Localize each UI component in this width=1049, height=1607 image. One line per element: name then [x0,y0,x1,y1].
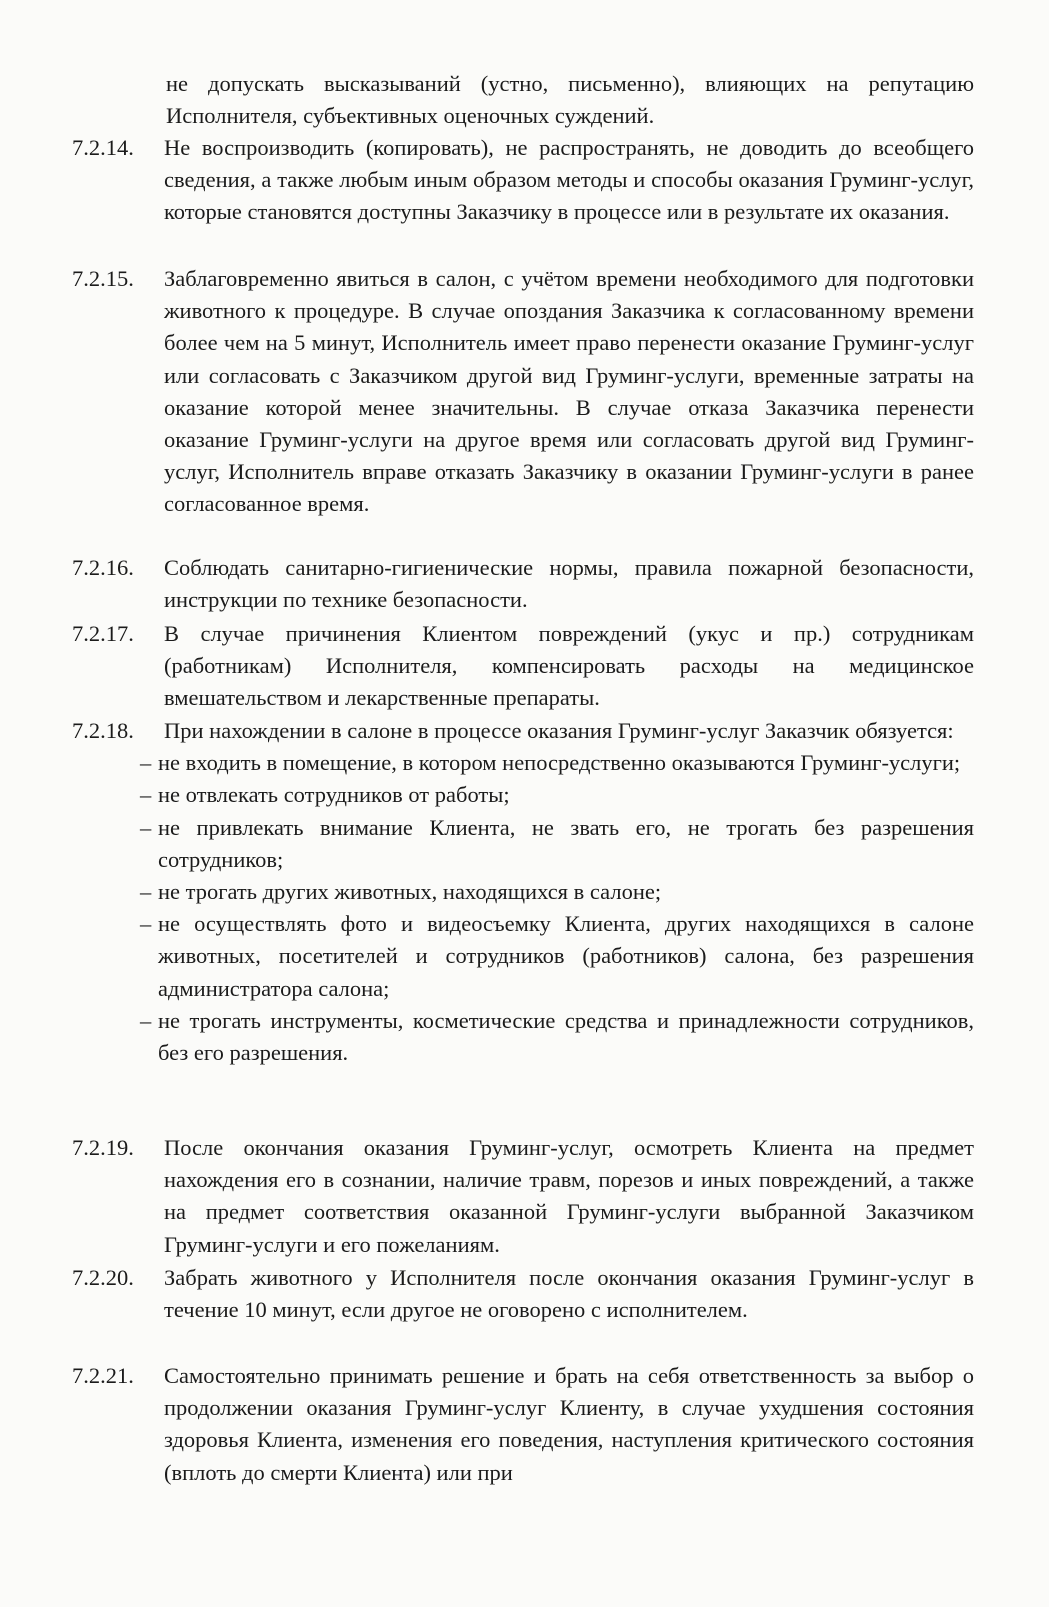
dash-bullet: – [140,750,152,776]
list-item [72,908,974,1005]
clause-7-2-20 [72,1262,974,1326]
clause-7-2-21 [72,1360,974,1489]
list-item [72,747,974,779]
list-item [72,1005,974,1069]
list-item [72,876,974,908]
list-item [72,812,974,876]
clause-text: Заблаговременно явиться в салон, с учётом времени необходимого для подготовки животного к процедуре. В случае опоздания Заказчика к согласованному времени более чем на 5 минут, Исполнитель имеет право перенести оказание Груминг-услуг или согласовать с Заказчиком другой вид Груминг-услуги, временные затраты на оказание которой менее значительны. В случае отказа Заказчика перенести оказание Груминг-услуги на другое время или согласовать другой вид Груминг-услуг, Исполнитель вправе отказать Заказчику в оказании Груминг-услуги в ранее согласованное время. [164,266,974,517]
list-item-text: не отвлекать сотрудников от работы; [158,782,510,808]
clause-7-2-14 [72,132,974,229]
clause-7-2-16 [72,552,974,616]
clause-number: 7.2.16. [72,555,134,580]
clause-text: Самостоятельно принимать решение и брать на себя ответственность за выбор о продолжении оказания Груминг-услуг Клиенту, в случае ухудшения состояния здоровья Клиента, изменения его поведения, наступления критического состояния (вплоть до смерти Клиента) или при [164,1363,974,1485]
intro-paragraph: не допускать высказываний (устно, письменно), влияющих на репутацию Исполнителя, субъективных оценочных суждений. [166,71,974,129]
clause-7-2-18 [72,715,974,1069]
clause-text: После окончания оказания Груминг-услуг, осмотреть Клиента на предмет нахождения его в сознании, наличие травм, порезов и иных повреждений, а также на предмет соответствия оказанной Груминг-услуги выбранной Заказчиком Груминг-услуги и его пожеланиям. [164,1135,974,1257]
list-item-text: не трогать других животных, находящихся в салоне; [158,879,662,905]
clause-number: 7.2.18. [72,718,134,743]
dash-bullet: – [140,814,152,840]
clause-7-2-17 [72,618,974,715]
clause-number: 7.2.14. [72,135,134,160]
clause-7-2-15 [72,263,974,521]
dash-bullet: – [140,782,152,808]
clause-number: 7.2.19. [72,1135,134,1160]
list-item-text: не осуществлять фото и видеосъемку Клиента, других находящихся в салоне животных, посетителей и сотрудников (работников) салона, без разрешения администратора салона; [158,911,974,1001]
clause-number: 7.2.15. [72,266,134,291]
clause-text: Не воспроизводить (копировать), не распространять, не доводить до всеобщего сведения, а также любым иным образом методы и способы оказания Груминг-услуг, которые становятся доступны Заказчику в процессе или в результате их оказания. [164,135,974,225]
clause-number: 7.2.17. [72,621,134,646]
dash-bullet: – [140,1007,152,1033]
clause-text: В случае причинения Клиентом повреждений (укус и пр.) сотрудникам (работникам) Исполнителя, компенсировать расходы на медицинское вмешательством и лекарственные препараты. [164,621,974,711]
obligations-list [72,747,974,1069]
list-item-text: не входить в помещение, в котором непосредственно оказываются Груминг-услуги; [158,750,961,776]
dash-bullet: – [140,879,152,905]
list-item-text: не трогать инструменты, косметические средства и принадлежности сотрудников, без его разрешения. [158,1007,974,1066]
clause-text: Соблюдать санитарно-гигиенические нормы, правила пожарной безопасности, инструкции по технике безопасности. [164,555,974,613]
clause-number: 7.2.20. [72,1265,134,1290]
dash-bullet: – [140,911,152,937]
list-item [72,779,974,811]
clause-text: Забрать животного у Исполнителя после окончания оказания Груминг-услуг в течение 10 минут, если другое не оговорено с исполнителем. [164,1265,974,1323]
clause-7-2-19 [72,1132,974,1261]
list-item-text: не привлекать внимание Клиента, не звать его, не трогать без разрешения сотрудников; [158,814,974,872]
clause-text: При нахождении в салоне в процессе оказания Груминг-услуг Заказчик обязуется: [164,718,954,743]
clause-number: 7.2.21. [72,1363,134,1388]
